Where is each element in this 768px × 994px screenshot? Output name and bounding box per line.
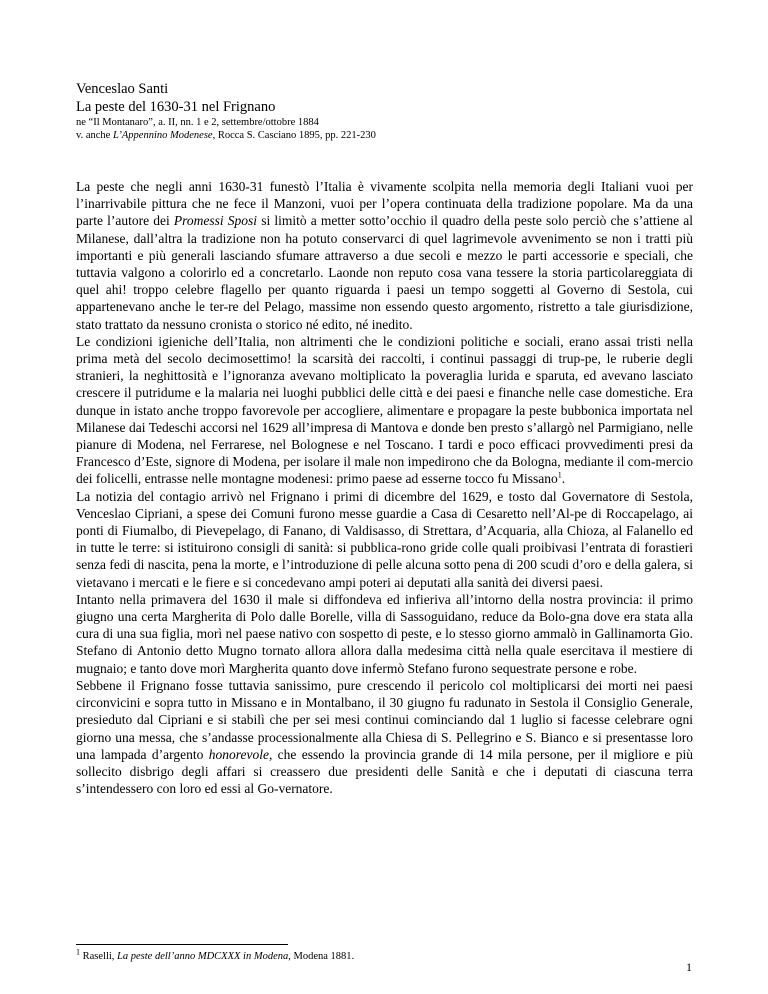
document-header (76, 80, 696, 142)
paragraph: Intanto nella primavera del 1630 il male si diffondeva ed infieriva all’intorno della nostra provincia: il primo giugno una certa Margherita di Polo dalle Borelle, villa di Sassoguidano, reduce da Bolo-gna dove era stata alla cura di una sua figlia, morì nel paese nativo con sospetto di peste, e lo stesso giorno ammalò in Gallinamorta Gio. Stefano di Antonio detto Mugno tornato allora allora dalla medesima città nella quale esercitava il mestiere di mugnaio; e tanto dove morì Margherita quanto dove infermò Stefano furono sequestrate persone e robe. (76, 591, 693, 676)
source-citation: ne “Il Montanaro”, a. II, nn. 1 e 2, settembre/ottobre 1884 (76, 117, 319, 128)
paragraph: La peste che negli anni 1630-31 funestò l’Italia è vivamente scolpita nella memoria degli Italiani vuoi per l’inarrivabile pittura che ne fece il Manzoni, vuoi per l’opera continuata della tradizione popolare. Ma da una parte l’autore dei Promessi Sposi si limitò a metter sotto’occhio il quadro della peste solo perciò che s’attiene al Milanese, dall’altra la tradizione non ha potuto conservarci di quel lagrimevole avvenimento se non i tratti più importanti e più generali lasciando sfumare attraverso a due secoli e mezzo le parti accessorie e speciali, che tuttavia valgono a colorirlo ed a concretarlo. Laonde non reputo cosa vana tessere la storia particolareggiata di quel ahi! troppo celebre flagello per quanto riguarda i paesi un tempo soggetti al Governo di Sestola, cui appartenevano anche le ter-re del Pelago, massime non essendo questo argomento, ristretto a tale giurisdizione, stato trattato da nessuno cronista o storico né edito, né inedito. (76, 179, 693, 332)
footnote: $^1$ Raselli, La peste dell’anno MDCXXX in Modena, Modena 1881. (76, 947, 355, 962)
paragraph: Le condizioni igieniche dell’Italia, non altrimenti che le condizioni politiche e sociali, erano assai tristi nella prima metà del secolo decimosettimo! la scarsità dei raccolti, i continui passaggi di trup-pe, le ruberie degli stranieri, la neghittosità e l’ignoranza avevano moltiplicato la poveraglia lurida e sparuta, ed avevano lasciato crescere il putridume e la malaria nei luoghi pubblici delle città e dei paesi e finanche nelle case domestiche. Era dunque in istato anche troppo favorevole per accogliere, alimentare e propagare la peste bubbonica importata nel Milanese dai Tedeschi accorsi nel 1629 all’impresa di Mantova e donde ben presto s’allargò nel Parmigiano, nelle pianure di Modena, nel Ferrarese, nel Bolognese e nel Toscano. I tardi e poco efficaci provvedimenti presi da Francesco d’Este, signore di Modena, per isolare il male non impedirono che da Bologna, mediante il com-mercio dei folicelli, entrasse nelle montagne modenesi: primo paese ad esserne tocco fu Missano$^1$. (76, 333, 693, 487)
paragraph: La notizia del contagio arrivò nel Frignano i primi di dicembre del 1629, e tosto dal Governatore di Sestola, Venceslao Cipriani, a spese dei Comuni furono messe guardie a Casa di Cesaretto nell’Al-pe di Roccapelago, ai ponti di Fiumalbo, di Pievepelago, di Fanano, di Valdisasso, di Strettara, d’Acquaria, alla Chioza, al Falanello ed in tutte le terre: si istituirono consigli di sanità: si pubblica-rono gride colle quali proibivasi l’entrata di forastieri senza fedi di nascita, pena la morte, e l’introduzione di pelle alcuna sotto pena di 200 scudi d’oro e della galera, si vietavano i mercati e le fiere e si concedevano ampi poteri ai deputati alla sanità dei diversi paesi. (76, 488, 693, 590)
footnote-reference[interactable]: 1 (557, 470, 562, 480)
body-text (76, 178, 693, 797)
italic-title: Promessi Sposi (173, 213, 258, 229)
italic-word: honorevole (208, 746, 269, 762)
author-name: Venceslao Santi (76, 81, 169, 97)
document-title: La peste del 1630-31 nel Frignano (76, 99, 276, 115)
book-title: L’Appennino Modenese (112, 130, 213, 141)
footnote-divider (76, 944, 288, 945)
page-number: 1 (686, 960, 692, 974)
footnote-number: 1 (76, 947, 80, 957)
paragraph: Sebbene il Frignano fosse tuttavia sanissimo, pure crescendo il pericolo col moltiplicarsi dei morti nei paesi circonvicini e sopra tutto in Missano e in Montalbano, il 30 giugno fu radunato in Sestola il Consiglio Generale, presieduto dal Cipriani e si stabilì che per sei mesi continui cominciando dal 1 luglio si facesse celebrare ogni giorno una messa, che s’andasse processionalmente alla Chiesa di S. Pellegrino e S. Bianco e si presentasse loro una lampada d’argento honorevole, che essendo la provincia grande di 14 mila persone, per il migliore e più sollecito disbrigo degli affari si creassero due presidenti delle Sanità e che i deputati di ciascuna terra s’intendessero con loro ed essi al Go-vernatore. (76, 677, 693, 797)
source-citation-alt: v. anche L’Appennino Modenese, Rocca S. Casciano 1895, pp. 221-230 (76, 130, 376, 141)
footnote-book-title: La peste dell’anno MDCXXX in Modena (117, 951, 289, 962)
